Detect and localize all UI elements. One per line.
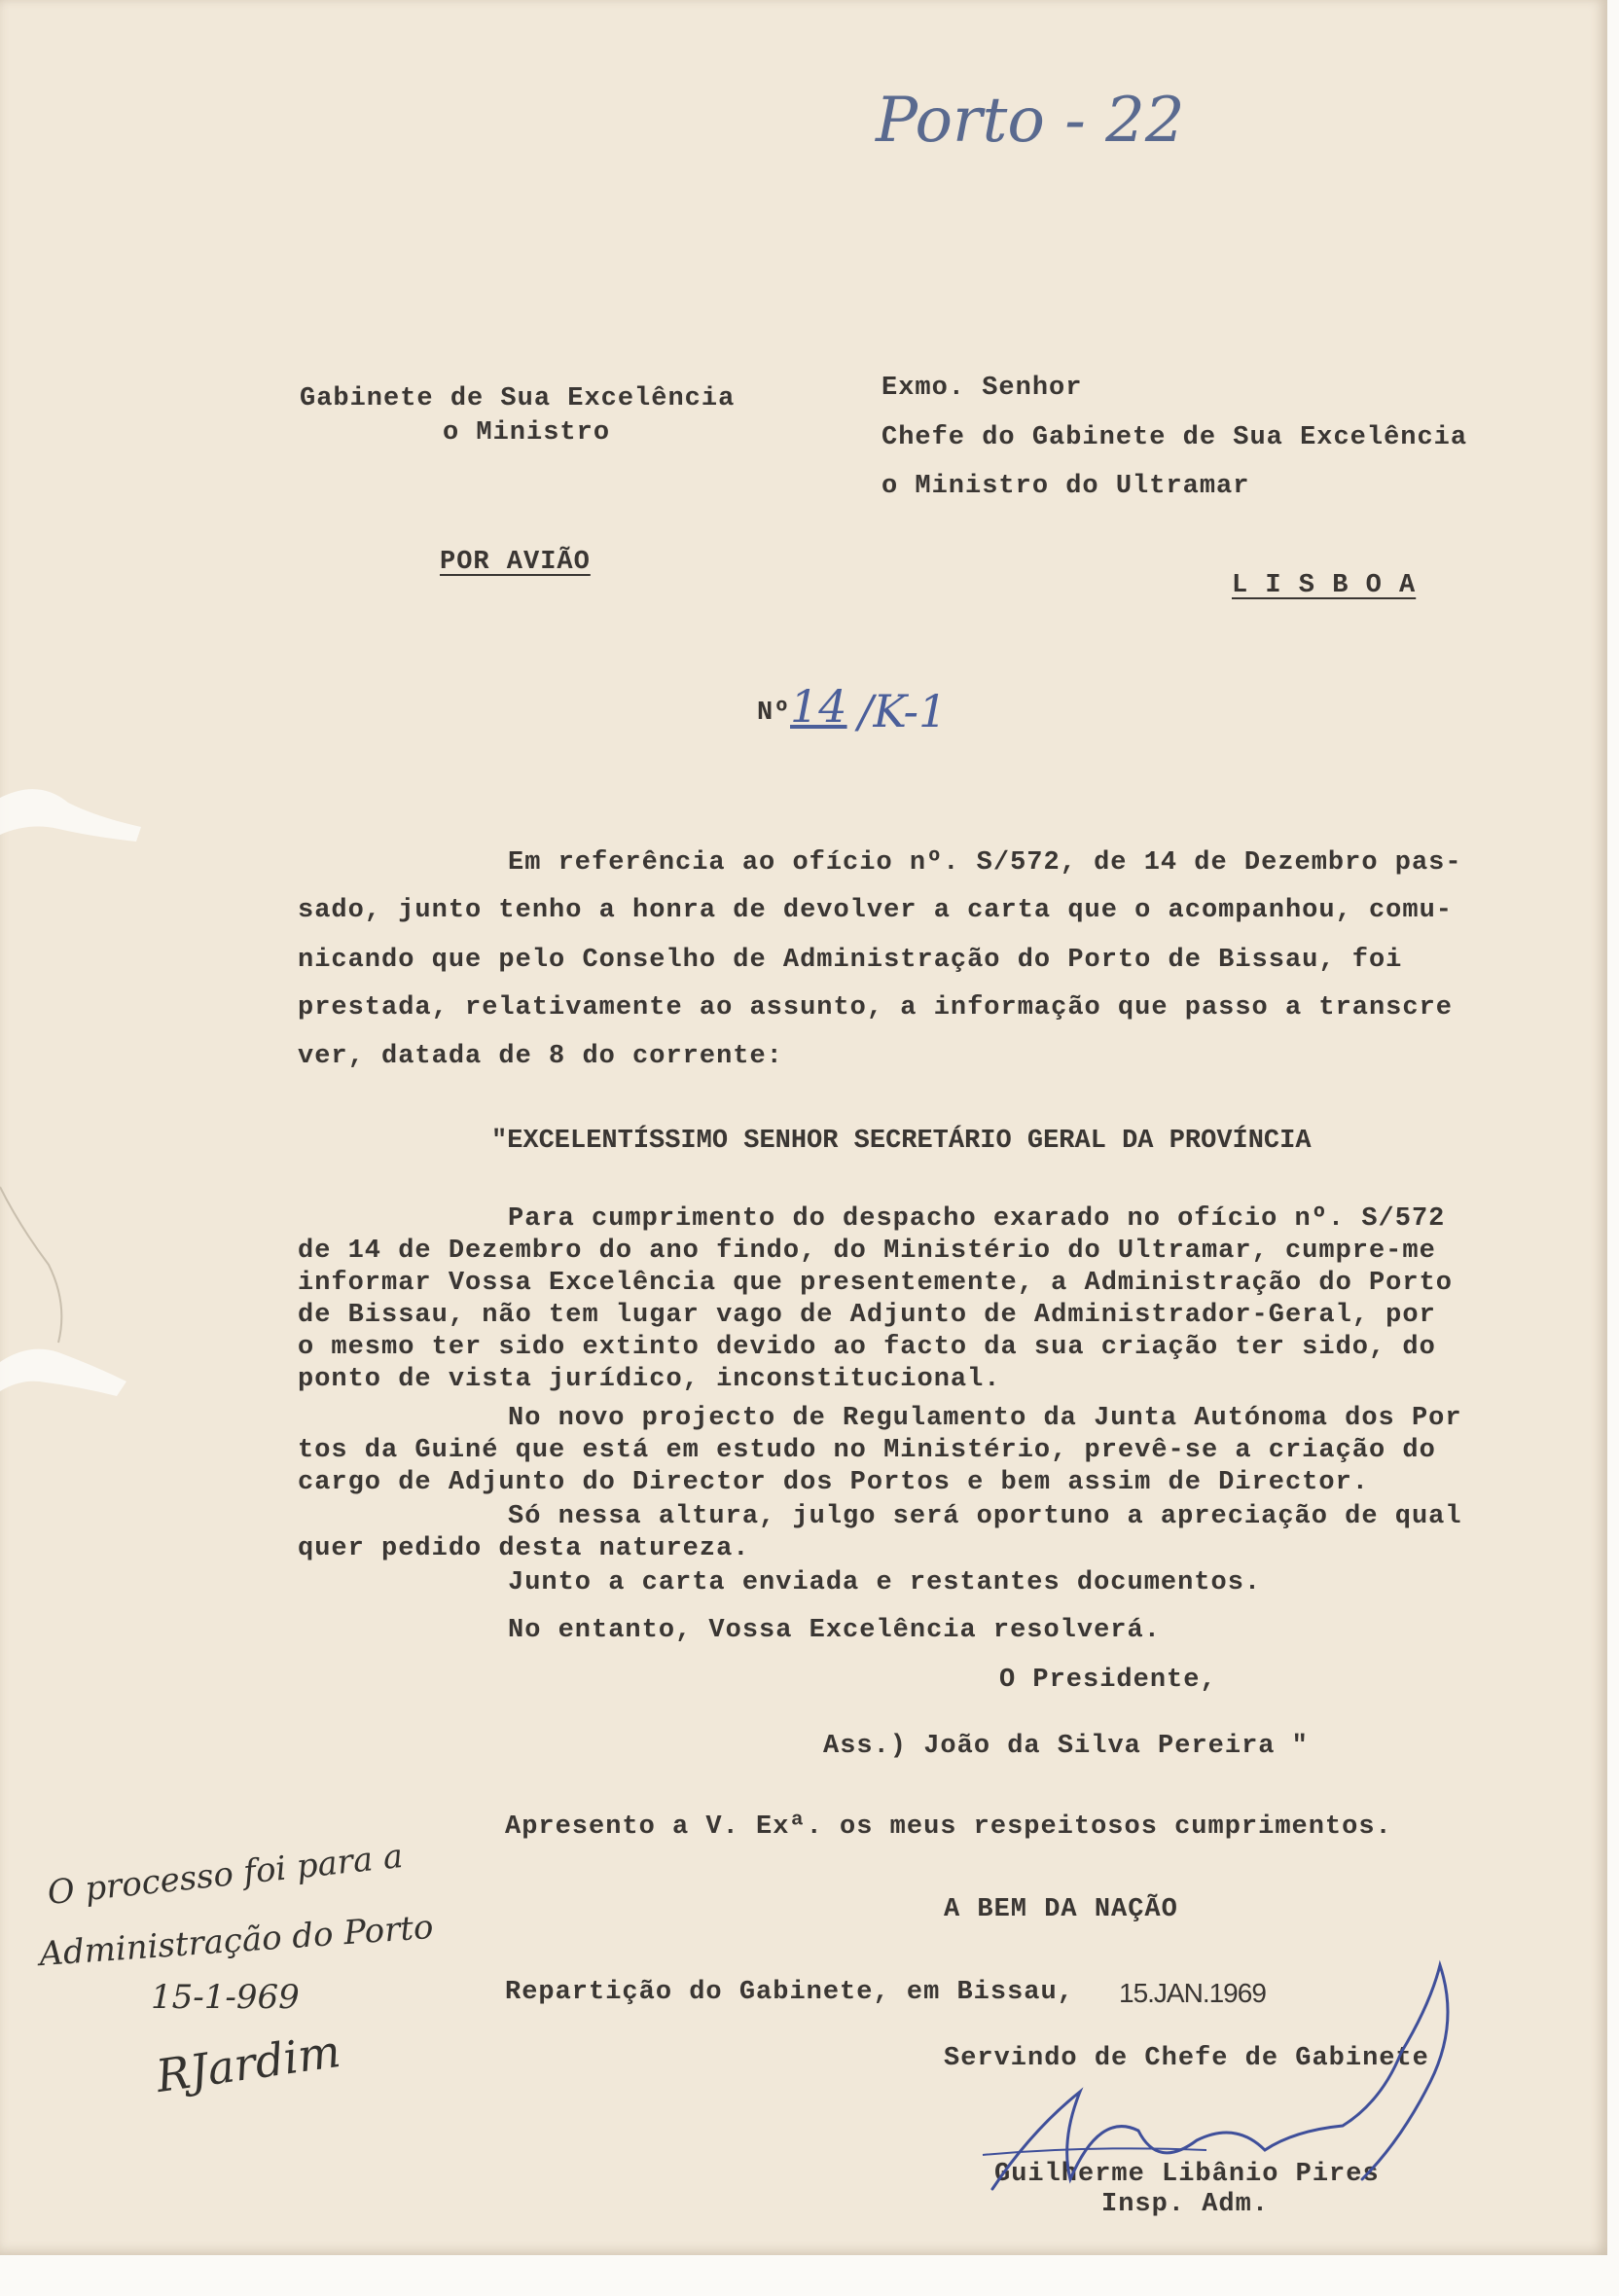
quote-line-10: Só nessa altura, julgo será oportuno a apreciação de qual: [508, 1502, 1462, 1531]
sender-line-2: o Ministro: [443, 418, 611, 448]
body-line-4: prestada, relativamente ao assunto, a informação que passo a transcre: [298, 993, 1453, 1022]
recipient-line-3: o Ministro do Ultramar: [881, 472, 1250, 501]
quote-line-12: Junto a carta enviada e restantes documentos.: [508, 1568, 1262, 1597]
recipient-line-1: Exmo. Senhor: [881, 374, 1083, 403]
top-annotation: Porto - 22: [876, 85, 1185, 157]
signatory-name: Guilherme Libânio Pires: [994, 2160, 1380, 2189]
quote-heading: "EXCELENTÍSSIMO SENHOR SECRETÁRIO GERAL DA PROVÍNCIA: [491, 1127, 1312, 1156]
reference-prefix: Nº: [757, 699, 791, 728]
quote-line-7: No novo projecto de Regulamento da Junta Autónoma dos Por: [508, 1404, 1462, 1433]
signatory-signature: [973, 1946, 1479, 2199]
margin-note-line-1: O processo foi para a: [45, 1836, 405, 1914]
reference-number: 14: [790, 680, 847, 733]
signatory-role: Servindo de Chefe de Gabinete: [944, 2044, 1429, 2073]
quote-closing: O Presidente,: [999, 1666, 1217, 1695]
torn-edge-marks: [0, 759, 156, 1440]
quote-line-13: No entanto, Vossa Excelência resolverá.: [508, 1616, 1161, 1645]
body-line-2: sado, junto tenho a honra de devolver a carta que o acompanhou, comu-: [298, 896, 1453, 925]
greeting: Apresento a V. Exª. os meus respeitosos cumprimentos.: [505, 1812, 1392, 1842]
margin-signature: RJardim: [153, 2025, 344, 2102]
body-line-3: nicando que pelo Conselho de Administração do Porto de Bissau, foi: [298, 946, 1403, 975]
signatory-title: Insp. Adm.: [1101, 2190, 1270, 2219]
body-line-5: ver, datada de 8 do corrente:: [298, 1042, 783, 1071]
scan-edge-bottom: [0, 2255, 1619, 2296]
quote-line-3: informar Vossa Excelência que presentemente, a Administração do Porto: [298, 1269, 1453, 1298]
margin-note-date: 15-1-969: [151, 1978, 300, 2017]
reference-suffix: /K-1: [858, 685, 948, 737]
quote-line-5: o mesmo ter sido extinto devido ao facto da sua criação ter sido, do: [298, 1333, 1436, 1362]
destination-city: L I S B O A: [1232, 571, 1417, 600]
quote-line-2: de 14 de Dezembro do ano findo, do Ministério do Ultramar, cumpre-me: [298, 1237, 1436, 1266]
motto: A BEM DA NAÇÃO: [944, 1895, 1178, 1924]
quote-line-9: cargo de Adjunto do Director dos Portos e bem assim de Director.: [298, 1468, 1369, 1497]
quote-signature: Ass.) João da Silva Pereira ": [823, 1732, 1309, 1761]
quote-line-6: ponto de vista jurídico, inconstitucional.: [298, 1365, 1001, 1394]
date-stamp: 15.JAN.1969: [1119, 1978, 1266, 2008]
margin-note-line-2: Administração do Porto: [38, 1907, 435, 1975]
delivery-method: POR AVIÃO: [440, 548, 591, 577]
sender-line-1: Gabinete de Sua Excelência: [300, 384, 736, 413]
body-line-1: Em referência ao ofício nº. S/572, de 14 de Dezembro pas-: [508, 848, 1462, 878]
place-date: Repartição do Gabinete, em Bissau,: [505, 1978, 1074, 2007]
quote-line-1: Para cumprimento do despacho exarado no ofício nº. S/572: [508, 1204, 1446, 1234]
recipient-line-2: Chefe do Gabinete de Sua Excelência: [881, 423, 1468, 452]
quote-line-4: de Bissau, não tem lugar vago de Adjunto de Administrador-Geral, por: [298, 1301, 1436, 1330]
quote-line-11: quer pedido desta natureza.: [298, 1534, 750, 1563]
quote-line-8: tos da Guiné que está em estudo no Ministério, prevê-se a criação do: [298, 1436, 1436, 1465]
scan-edge-right: [1607, 0, 1619, 2296]
